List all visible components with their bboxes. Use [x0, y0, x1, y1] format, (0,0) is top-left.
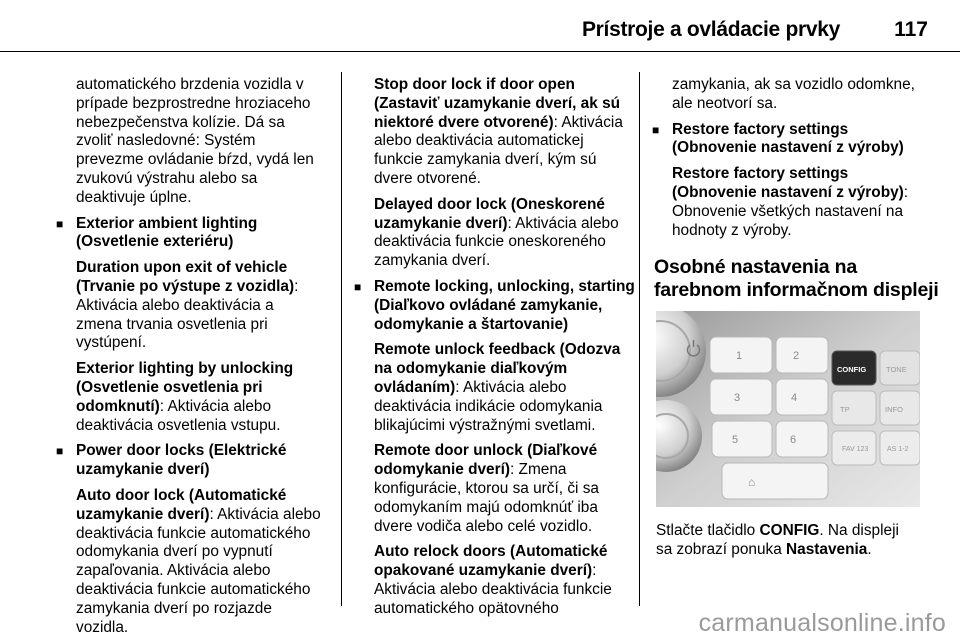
photo-caption: Stlačte tlačidlo CONFIG. Na displeji sa zobrazí ponuka Nastavenia. — [656, 522, 899, 558]
control-panel-photo — [656, 311, 920, 507]
preset-key-2 — [776, 337, 828, 373]
column-1 — [58, 76, 338, 637]
item-restore-factory-settings: Restore factory settings (Obnovenie nastavení z výroby): Obnovenie všetkých nastavení na hodnoty z výroby. — [672, 165, 909, 239]
item-lighting-by-unlocking: Exterior lighting by unlocking (Osvetlenie osvetlenia pri odomknutí): Aktivácia alebo deaktivácia osvetlenia vstupu. — [76, 360, 294, 434]
svg-text:6: 6 — [790, 434, 797, 446]
column-3 — [654, 76, 954, 302]
column-2 — [356, 76, 646, 619]
svg-text:AS 1-2: AS 1-2 — [887, 446, 909, 453]
preset-key-6 — [776, 421, 828, 457]
item-delayed-door-lock: Delayed door lock (Oneskorené uzamykanie dverí): Aktivácia alebo deaktivácia funkcie oneskoreného zamykania dverí. — [374, 195, 619, 270]
home-icon: ⌂ — [748, 475, 756, 489]
section-heading: Osobné nastavenia na farebnom informačnom displeji — [654, 256, 939, 302]
item-auto-door-lock: Auto door lock (Automatické uzamykanie dverí): Aktivácia alebo deaktivácia funkcie automatického odomykania dverí po vypnutí zapaľovania. Aktivácia alebo deaktivácia funkcie automatického zamykania dverí po rozjazde vozidla. — [76, 486, 321, 636]
bullet-remote-locking: ■ Remote locking, unlocking, starting (Diaľkovo ovládané zamykanie, odomykanie a štartovanie) — [356, 278, 646, 334]
svg-text:2: 2 — [793, 350, 800, 362]
preset-key-5 — [712, 421, 772, 457]
preset-key-3 — [710, 379, 772, 415]
header-rule — [0, 51, 960, 52]
page-number: 117 — [894, 18, 928, 41]
tp-button — [832, 391, 876, 425]
home-key — [722, 463, 828, 499]
svg-text:5: 5 — [732, 434, 739, 446]
watermark: carmanualsonline.info — [698, 609, 946, 637]
preset-key-4 — [776, 379, 828, 415]
svg-text:CONFIG: CONFIG — [837, 365, 867, 374]
item-remote-unlock-feedback: Remote unlock feedback (Odozva na odomykanie diaľkovým ovládaním): Aktivácia alebo deaktivácia indikácie odomykania blikajúcimi výstražnými svetlami. — [374, 341, 621, 434]
svg-text:4: 4 — [791, 392, 798, 404]
svg-text:TONE: TONE — [886, 365, 907, 374]
item-stop-door-lock: Stop door lock if door open (Zastaviť uzamykanie dverí, ak sú niektoré dvere otvorené): Aktivácia alebo deaktivácia automatickej funkcie zamykania dverí, kým sú dvere otvorené. — [374, 76, 623, 187]
item-auto-relock-doors: Auto relock doors (Automatické opakované uzamykanie dverí): Aktivácia alebo deaktivácia funkcie automatického opätovného — [374, 543, 612, 617]
item-remote-door-unlock: Remote door unlock (Diaľkové odomykanie dverí): Zmena konfigurácie, ktorou sa určí, či sa odomykaním majú odomknúť iba dvere vodiča alebo celé vozidlo. — [374, 442, 599, 535]
intro-paragraph: automatického brzdenia vozidla v prípade bezprostredne hroziaceho nebezpečenstva kolízie. Dá sa zvoliť nasledovné: Systém prevezme ovládanie bŕzd, vydá len zvukovú výstrahu alebo sa deaktivuje úplne. — [76, 76, 314, 206]
svg-text:1: 1 — [736, 350, 743, 362]
bullet-exterior-lighting: ■ Exterior ambient lighting (Osvetlenie exteriéru) — [58, 215, 338, 253]
header-title: Prístroje a ovládacie prvky — [581, 18, 840, 41]
continued-text: zamykania, ak sa vozidlo odomkne, ale neotvorí sa. — [672, 76, 915, 112]
svg-text:TP: TP — [840, 405, 850, 414]
svg-text:INFO: INFO — [885, 405, 903, 414]
bullet-restore-factory: ■ Restore factory settings (Obnovenie nastavení z výroby) — [654, 121, 954, 159]
bullet-power-door-locks: ■ Power door locks (Elektrické uzamykanie dverí) — [58, 442, 338, 480]
svg-text:FAV 123: FAV 123 — [842, 446, 869, 453]
item-duration-upon-exit: Duration upon exit of vehicle (Trvanie po výstupe z vozidla): Aktivácia alebo deaktivácia a zmena trvania osvetlenia pri vystúpení. — [76, 259, 299, 352]
column-divider-1 — [341, 72, 342, 606]
svg-text:3: 3 — [734, 392, 741, 404]
